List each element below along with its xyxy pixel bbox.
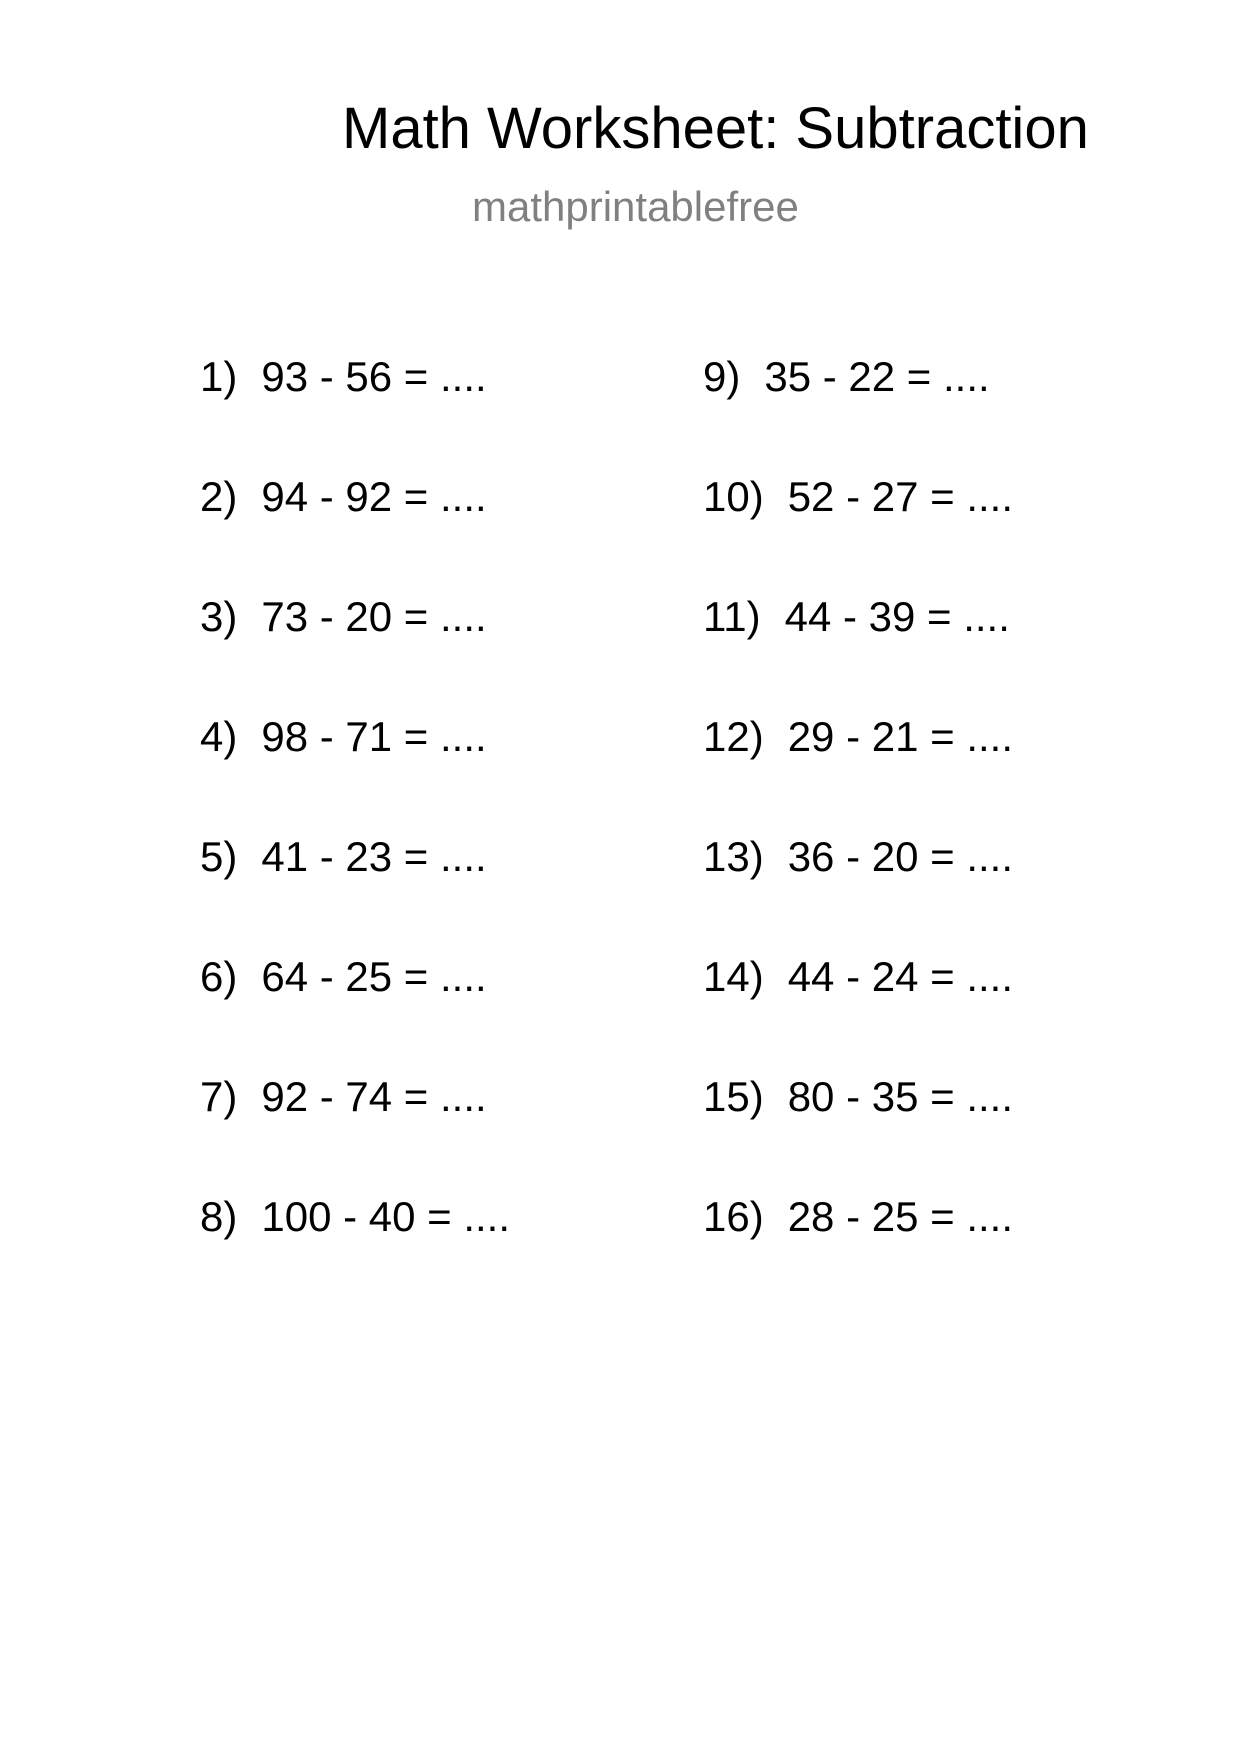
problem-number: 2): [200, 473, 238, 520]
problem-expression: 100 - 40 = ....: [261, 1193, 511, 1240]
problem-9: [703, 352, 1013, 472]
problem-expression: 92 - 74 = ....: [261, 1073, 487, 1120]
problem-12: [703, 712, 1013, 832]
problem-expression: 36 - 20 = ....: [787, 833, 1014, 880]
problem-16: [703, 1192, 1013, 1312]
problem-expression: 94 - 92 = ....: [261, 473, 487, 520]
problem-2: [200, 472, 510, 592]
problem-expression: 73 - 20 = ....: [261, 593, 487, 640]
problem-10: [703, 472, 1013, 592]
problem-column-left: [200, 352, 510, 1312]
problem-expression: 35 - 22 = ....: [764, 353, 990, 400]
problem-number: 6): [200, 953, 238, 1000]
problem-8: [200, 1192, 510, 1312]
problem-expression: 44 - 24 = ....: [787, 953, 1014, 1000]
problem-14: [703, 952, 1013, 1072]
problem-expression: 52 - 27 = ....: [787, 473, 1014, 520]
problem-6: [200, 952, 510, 1072]
problem-number: 11): [703, 593, 761, 640]
problem-13: [703, 832, 1013, 952]
problem-expression: 29 - 21 = ....: [787, 713, 1014, 760]
problem-number: 7): [200, 1073, 238, 1120]
problem-expression: 98 - 71 = ....: [261, 713, 487, 760]
problem-number: 8): [200, 1193, 238, 1240]
problem-11: [703, 592, 1013, 712]
problem-1: [200, 352, 510, 472]
problem-number: 3): [200, 593, 238, 640]
problem-number: 14): [703, 953, 764, 1000]
problem-number: 9): [703, 353, 741, 400]
problem-5: [200, 832, 510, 952]
problem-number: 5): [200, 833, 238, 880]
problem-expression: 80 - 35 = ....: [787, 1073, 1014, 1120]
problem-expression: 44 - 39 = ....: [784, 593, 1010, 640]
problem-expression: 28 - 25 = ....: [787, 1193, 1014, 1240]
problem-column-right: [703, 352, 1013, 1312]
worksheet-title: Math Worksheet: Subtraction: [342, 96, 1089, 161]
problem-number: 13): [703, 833, 764, 880]
problem-number: 10): [703, 473, 764, 520]
worksheet-subtitle: mathprintablefree: [472, 183, 799, 230]
problem-expression: 93 - 56 = ....: [261, 353, 487, 400]
problem-number: 4): [200, 713, 238, 760]
problem-15: [703, 1072, 1013, 1192]
problem-number: 15): [703, 1073, 764, 1120]
problem-number: 1): [200, 353, 238, 400]
problem-4: [200, 712, 510, 832]
problem-7: [200, 1072, 510, 1192]
problem-number: 16): [703, 1193, 764, 1240]
problem-number: 12): [703, 713, 764, 760]
problem-expression: 64 - 25 = ....: [261, 953, 487, 1000]
problem-expression: 41 - 23 = ....: [261, 833, 487, 880]
problem-3: [200, 592, 510, 712]
